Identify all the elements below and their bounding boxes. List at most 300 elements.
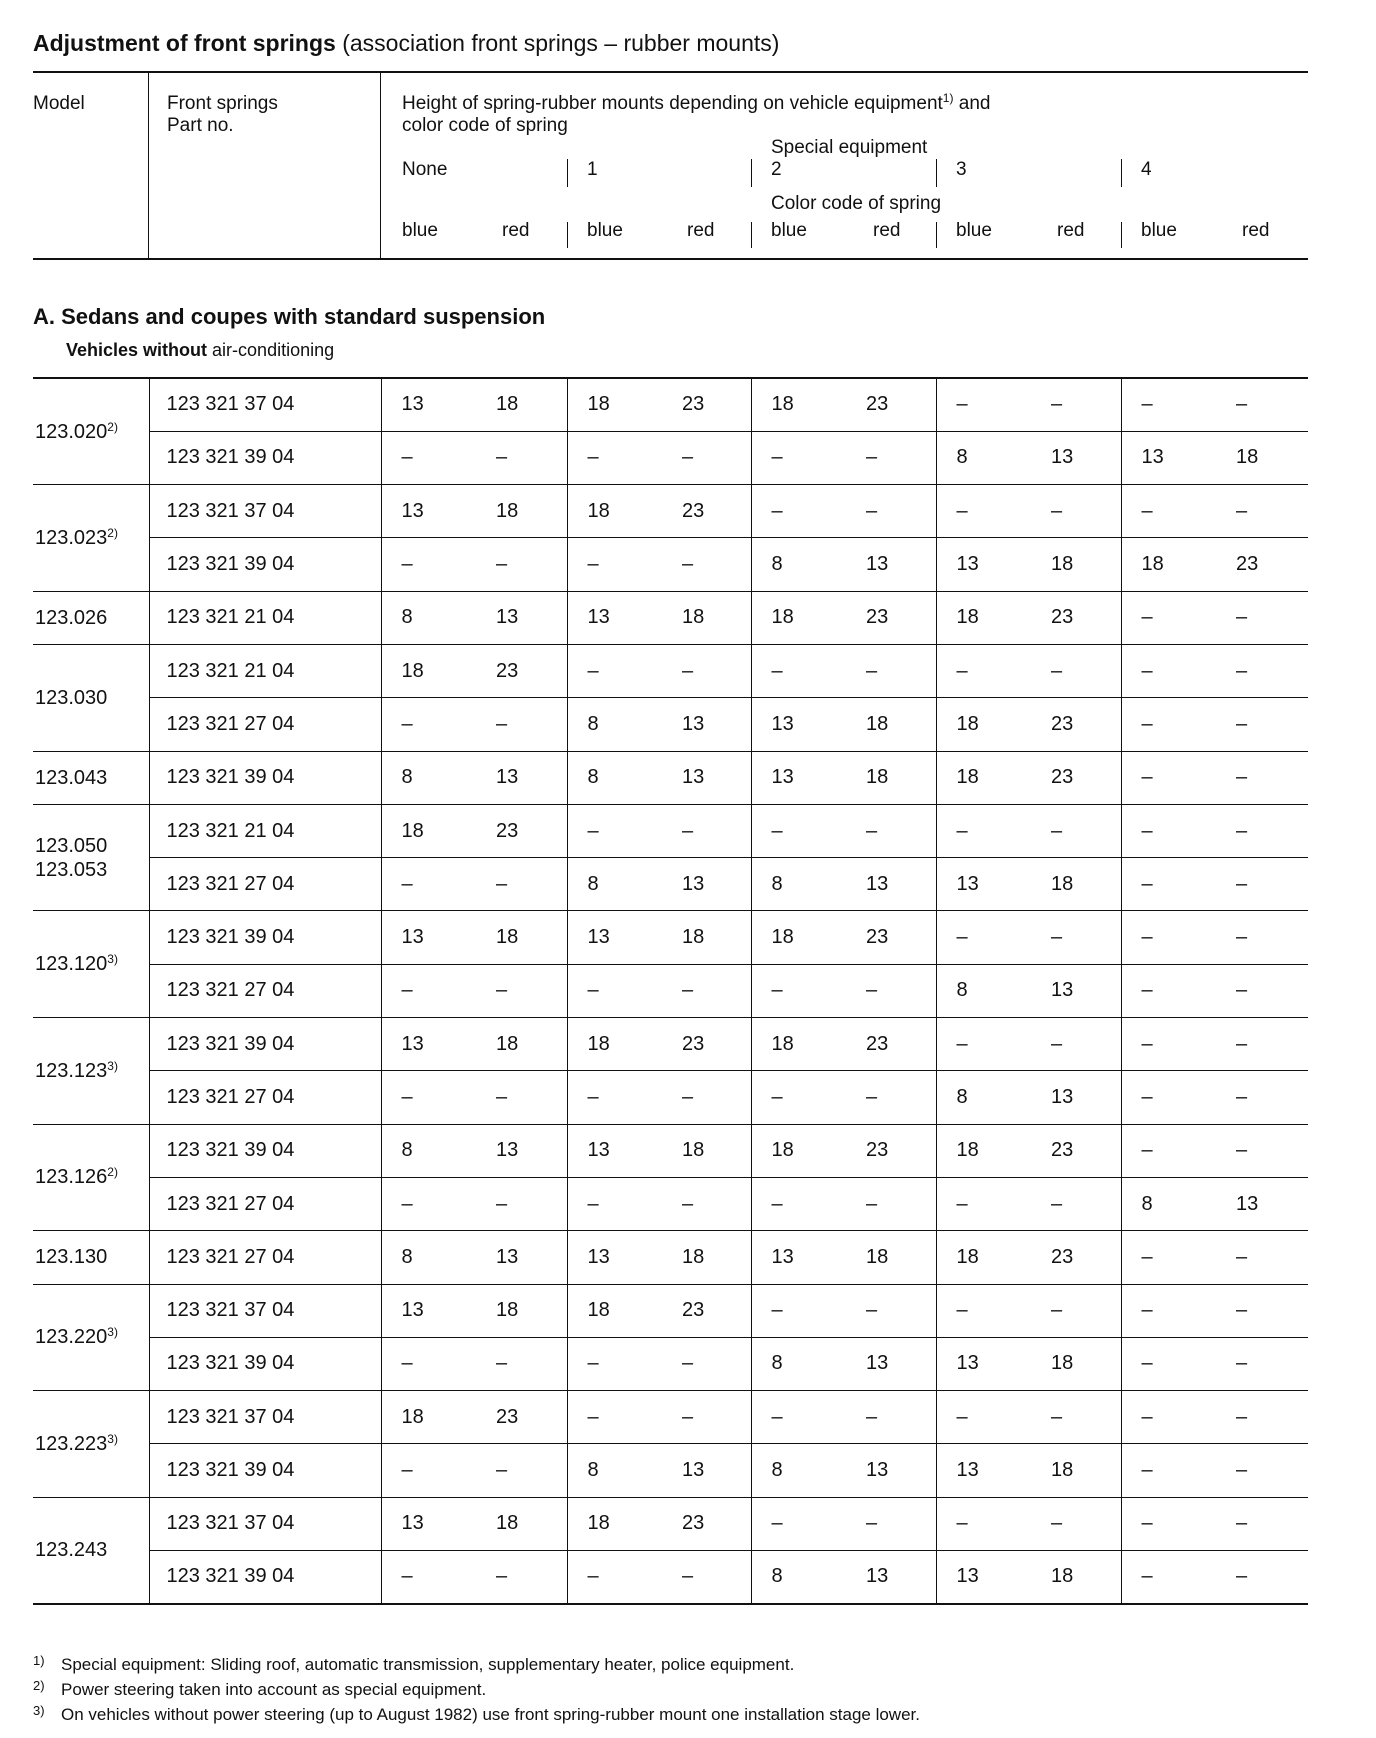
- red-value-cell: –: [1221, 1337, 1308, 1390]
- blue-value-cell: –: [1121, 1337, 1221, 1390]
- part-number: 123 321 39 04: [149, 1444, 381, 1497]
- red-value-cell: –: [851, 431, 936, 484]
- blue-value-cell: 8: [936, 1071, 1036, 1124]
- blue-value-cell: 8: [381, 1124, 481, 1177]
- blue-value-cell: –: [1121, 1071, 1221, 1124]
- red-value-cell: 18: [851, 698, 936, 751]
- blue-value-cell: 8: [567, 1444, 667, 1497]
- table-row: [33, 858, 1308, 911]
- blue-value-cell: 13: [936, 1551, 1036, 1604]
- part-number: 123 321 39 04: [149, 1124, 381, 1177]
- model-cell: [33, 378, 149, 485]
- model-name: 123.026: [35, 606, 108, 629]
- table-row: [33, 431, 1308, 484]
- red-value-cell: –: [481, 1551, 567, 1604]
- model-name: 123.023: [35, 526, 108, 549]
- blue-value-cell: 13: [567, 1124, 667, 1177]
- blue-value-cell: 8: [381, 1231, 481, 1284]
- blue-value-cell: –: [381, 1444, 481, 1497]
- table-row: [33, 964, 1308, 1017]
- part-number: 123 321 37 04: [149, 378, 381, 431]
- red-value-cell: –: [481, 1337, 567, 1390]
- table-row: [33, 378, 1308, 431]
- blue-value-cell: –: [567, 804, 667, 857]
- red-value-cell: –: [1221, 1018, 1308, 1071]
- blue-value-cell: –: [1121, 1124, 1221, 1177]
- header-red: red: [1057, 220, 1085, 241]
- page-title: [33, 30, 779, 57]
- blue-value-cell: –: [381, 858, 481, 911]
- red-value-cell: 13: [851, 538, 936, 591]
- red-value-cell: –: [1036, 378, 1121, 431]
- blue-value-cell: –: [751, 644, 851, 697]
- blue-value-cell: 18: [751, 911, 851, 964]
- blue-value-cell: 8: [936, 964, 1036, 1017]
- blue-value-cell: –: [936, 911, 1036, 964]
- header-bottom-rule: [33, 258, 1308, 260]
- red-value-cell: 23: [851, 591, 936, 644]
- blue-value-cell: 18: [751, 591, 851, 644]
- table-row: [33, 804, 1308, 857]
- model-footnote-ref: 2): [107, 419, 118, 434]
- blue-value-cell: –: [751, 1071, 851, 1124]
- table-row: [33, 1071, 1308, 1124]
- footnote-3: [33, 1700, 920, 1725]
- red-value-cell: 13: [1036, 1071, 1121, 1124]
- blue-value-cell: 13: [751, 751, 851, 804]
- model-footnote-ref: 3): [107, 952, 118, 967]
- blue-value-cell: –: [1121, 1391, 1221, 1444]
- red-value-cell: 23: [1221, 538, 1308, 591]
- blue-value-cell: 18: [936, 698, 1036, 751]
- blue-value-cell: 18: [936, 751, 1036, 804]
- model-name: 123.130: [35, 1246, 108, 1269]
- blue-value-cell: 13: [381, 485, 481, 538]
- red-value-cell: 13: [1036, 431, 1121, 484]
- red-value-cell: 13: [667, 698, 751, 751]
- red-value-cell: –: [1221, 858, 1308, 911]
- header-color-code: Color code of spring: [771, 193, 942, 214]
- model-footnote-ref: 2): [107, 1165, 118, 1180]
- header-blue: blue: [771, 220, 807, 241]
- blue-value-cell: –: [381, 538, 481, 591]
- blue-value-cell: 13: [567, 591, 667, 644]
- table-row: [33, 1551, 1308, 1604]
- red-value-cell: –: [851, 1284, 936, 1337]
- blue-value-cell: –: [936, 378, 1036, 431]
- blue-value-cell: 18: [567, 1018, 667, 1071]
- model-cell: [33, 1497, 149, 1604]
- red-value-cell: –: [667, 804, 751, 857]
- blue-value-cell: –: [1121, 591, 1221, 644]
- table-row: [33, 911, 1308, 964]
- red-value-cell: –: [1221, 1391, 1308, 1444]
- header-tick: [567, 159, 568, 187]
- red-value-cell: 18: [1036, 1444, 1121, 1497]
- blue-value-cell: –: [936, 1284, 1036, 1337]
- red-value-cell: 13: [851, 1551, 936, 1604]
- header-tick: [1121, 222, 1122, 248]
- part-number: 123 321 39 04: [149, 911, 381, 964]
- blue-value-cell: 13: [381, 378, 481, 431]
- part-number: 123 321 37 04: [149, 1497, 381, 1550]
- footnote-mark: 3): [33, 1703, 45, 1718]
- red-value-cell: 23: [1036, 698, 1121, 751]
- header-part-no: Part no.: [167, 115, 234, 136]
- header-height-line1: [402, 93, 990, 115]
- red-value-cell: –: [851, 804, 936, 857]
- red-value-cell: –: [481, 1177, 567, 1230]
- blue-value-cell: –: [381, 964, 481, 1017]
- section-subtitle: [66, 340, 334, 361]
- header-red: red: [687, 220, 715, 241]
- model-cell: [33, 911, 149, 1018]
- table-row: [33, 1337, 1308, 1390]
- blue-value-cell: –: [751, 1284, 851, 1337]
- red-value-cell: –: [1221, 1551, 1308, 1604]
- red-value-cell: 13: [851, 1337, 936, 1390]
- red-value-cell: –: [1221, 698, 1308, 751]
- red-value-cell: –: [1036, 644, 1121, 697]
- red-value-cell: –: [851, 1497, 936, 1550]
- red-value-cell: –: [1036, 485, 1121, 538]
- blue-value-cell: –: [1121, 1551, 1221, 1604]
- model-footnote-ref: 3): [107, 1325, 118, 1340]
- blue-value-cell: –: [936, 1177, 1036, 1230]
- header-front-springs: Front springs: [167, 93, 278, 114]
- red-value-cell: –: [667, 1071, 751, 1124]
- red-value-cell: 18: [481, 1497, 567, 1550]
- red-value-cell: 18: [851, 1231, 936, 1284]
- part-number: 123 321 39 04: [149, 431, 381, 484]
- model-name: 123.120: [35, 953, 108, 976]
- header-tick: [936, 159, 937, 187]
- model-name: 123.126: [35, 1166, 108, 1189]
- table-row: [33, 751, 1308, 804]
- blue-value-cell: 18: [751, 1124, 851, 1177]
- footnote-mark: 2): [33, 1678, 45, 1693]
- red-value-cell: 23: [851, 378, 936, 431]
- model-cell: [33, 751, 149, 804]
- table-row: [33, 1124, 1308, 1177]
- part-number: 123 321 37 04: [149, 1391, 381, 1444]
- red-value-cell: 13: [481, 591, 567, 644]
- red-value-cell: –: [667, 964, 751, 1017]
- page-title-bold: Adjustment of front springs: [33, 30, 336, 56]
- red-value-cell: 18: [1221, 431, 1308, 484]
- blue-value-cell: 13: [751, 1231, 851, 1284]
- red-value-cell: –: [851, 1071, 936, 1124]
- header-tick: [1121, 159, 1122, 187]
- blue-value-cell: 18: [381, 644, 481, 697]
- blue-value-cell: –: [381, 1551, 481, 1604]
- red-value-cell: –: [851, 1177, 936, 1230]
- red-value-cell: –: [667, 431, 751, 484]
- model-name: 123.043: [35, 766, 108, 789]
- blue-value-cell: 13: [751, 698, 851, 751]
- red-value-cell: 23: [667, 1497, 751, 1550]
- blue-value-cell: –: [567, 538, 667, 591]
- model-cell: [33, 485, 149, 592]
- footnote-1: [33, 1650, 920, 1675]
- table-row: [33, 485, 1308, 538]
- blue-value-cell: –: [1121, 1231, 1221, 1284]
- blue-value-cell: 13: [936, 858, 1036, 911]
- blue-value-cell: 18: [936, 591, 1036, 644]
- header-blue: blue: [1141, 220, 1177, 241]
- blue-value-cell: –: [936, 1018, 1036, 1071]
- header-group-none: None: [402, 159, 448, 180]
- red-value-cell: 13: [1036, 964, 1121, 1017]
- part-number: 123 321 27 04: [149, 1071, 381, 1124]
- blue-value-cell: –: [567, 431, 667, 484]
- model-footnote-ref: 3): [107, 1058, 118, 1073]
- part-number: 123 321 21 04: [149, 644, 381, 697]
- blue-value-cell: –: [567, 964, 667, 1017]
- blue-value-cell: 18: [381, 804, 481, 857]
- model-name: 123.223: [35, 1432, 108, 1455]
- blue-value-cell: –: [936, 1391, 1036, 1444]
- blue-value-cell: 13: [567, 1231, 667, 1284]
- header-group-2: 2: [771, 159, 782, 180]
- footnote-text: Special equipment: Sliding roof, automatic transmission, supplementary heater, police equipment.: [61, 1655, 795, 1674]
- red-value-cell: –: [1036, 911, 1121, 964]
- header-height-text: Height of spring-rubber mounts depending on vehicle equipment: [402, 93, 943, 114]
- blue-value-cell: 18: [567, 485, 667, 538]
- part-number: 123 321 39 04: [149, 751, 381, 804]
- blue-value-cell: 8: [751, 1551, 851, 1604]
- blue-value-cell: 8: [567, 858, 667, 911]
- red-value-cell: 23: [481, 804, 567, 857]
- blue-value-cell: 13: [381, 911, 481, 964]
- red-value-cell: 13: [1221, 1177, 1308, 1230]
- red-value-cell: –: [667, 1177, 751, 1230]
- red-value-cell: –: [1221, 804, 1308, 857]
- blue-value-cell: 18: [936, 1124, 1036, 1177]
- header-divider-part: [380, 72, 381, 258]
- blue-value-cell: –: [1121, 858, 1221, 911]
- red-value-cell: –: [851, 485, 936, 538]
- blue-value-cell: 18: [567, 1497, 667, 1550]
- header-red: red: [502, 220, 530, 241]
- red-value-cell: –: [1036, 1497, 1121, 1550]
- red-value-cell: 18: [1036, 1337, 1121, 1390]
- blue-value-cell: –: [567, 1337, 667, 1390]
- part-number: 123 321 21 04: [149, 591, 381, 644]
- table-row: [33, 538, 1308, 591]
- blue-value-cell: –: [381, 431, 481, 484]
- blue-value-cell: 8: [936, 431, 1036, 484]
- header-height-and: and: [958, 93, 991, 114]
- red-value-cell: 23: [1036, 751, 1121, 804]
- model-cell: [33, 1124, 149, 1231]
- red-value-cell: 13: [667, 751, 751, 804]
- red-value-cell: –: [1221, 1231, 1308, 1284]
- blue-value-cell: –: [1121, 964, 1221, 1017]
- blue-value-cell: 18: [1121, 538, 1221, 591]
- part-number: 123 321 27 04: [149, 698, 381, 751]
- blue-value-cell: 8: [381, 751, 481, 804]
- red-value-cell: –: [481, 698, 567, 751]
- blue-value-cell: –: [751, 1177, 851, 1230]
- model-name: 123.020: [35, 420, 108, 443]
- red-value-cell: 23: [667, 485, 751, 538]
- header-blue: blue: [587, 220, 623, 241]
- red-value-cell: 18: [667, 591, 751, 644]
- header-tick: [751, 159, 752, 187]
- red-value-cell: 18: [1036, 538, 1121, 591]
- header-height-sup: 1): [942, 91, 954, 105]
- red-value-cell: 23: [1036, 1231, 1121, 1284]
- model-cell: [33, 1391, 149, 1498]
- model-cell: [33, 804, 149, 911]
- red-value-cell: 18: [481, 911, 567, 964]
- footnotes: [33, 1650, 920, 1725]
- blue-value-cell: –: [1121, 1018, 1221, 1071]
- blue-value-cell: 13: [936, 1444, 1036, 1497]
- red-value-cell: 18: [667, 1231, 751, 1284]
- blue-value-cell: 13: [381, 1018, 481, 1071]
- red-value-cell: 13: [851, 858, 936, 911]
- red-value-cell: –: [481, 1444, 567, 1497]
- red-value-cell: –: [1036, 1177, 1121, 1230]
- blue-value-cell: 18: [567, 378, 667, 431]
- blue-value-cell: –: [567, 644, 667, 697]
- blue-value-cell: –: [936, 644, 1036, 697]
- model-footnote-ref: 2): [107, 525, 118, 540]
- header-tick: [936, 222, 937, 248]
- blue-value-cell: –: [936, 485, 1036, 538]
- red-value-cell: –: [1221, 1497, 1308, 1550]
- red-value-cell: –: [667, 538, 751, 591]
- blue-value-cell: –: [381, 698, 481, 751]
- blue-value-cell: –: [751, 804, 851, 857]
- model-name: 123.030: [35, 686, 108, 709]
- red-value-cell: –: [851, 1391, 936, 1444]
- red-value-cell: 23: [1036, 591, 1121, 644]
- model-name: 123.220: [35, 1326, 108, 1349]
- header-tick: [567, 222, 568, 248]
- header-blue: blue: [402, 220, 438, 241]
- blue-value-cell: –: [751, 964, 851, 1017]
- model-cell: [33, 644, 149, 751]
- red-value-cell: 13: [851, 1444, 936, 1497]
- part-number: 123 321 27 04: [149, 1231, 381, 1284]
- blue-value-cell: 8: [381, 591, 481, 644]
- blue-value-cell: –: [1121, 378, 1221, 431]
- red-value-cell: –: [851, 644, 936, 697]
- model-cell: [33, 1231, 149, 1284]
- header-special-equipment: Special equipment: [771, 137, 928, 158]
- blue-value-cell: 13: [936, 538, 1036, 591]
- table-row: [33, 1177, 1308, 1230]
- red-value-cell: –: [1221, 591, 1308, 644]
- part-number: 123 321 21 04: [149, 804, 381, 857]
- red-value-cell: 23: [667, 378, 751, 431]
- red-value-cell: 23: [851, 1018, 936, 1071]
- table-row: [33, 1231, 1308, 1284]
- header-group-4: 4: [1141, 159, 1152, 180]
- table-row: [33, 591, 1308, 644]
- red-value-cell: –: [1221, 964, 1308, 1017]
- footnote-text: On vehicles without power steering (up to August 1982) use front spring-rubber mount one installation stage lower.: [61, 1705, 920, 1724]
- part-number: 123 321 39 04: [149, 538, 381, 591]
- part-number: 123 321 27 04: [149, 858, 381, 911]
- red-value-cell: –: [481, 431, 567, 484]
- red-value-cell: –: [667, 644, 751, 697]
- header-top-rule: [33, 71, 1308, 73]
- red-value-cell: –: [481, 858, 567, 911]
- blue-value-cell: 18: [381, 1391, 481, 1444]
- blue-value-cell: 18: [936, 1231, 1036, 1284]
- table-row: [33, 1018, 1308, 1071]
- blue-value-cell: –: [1121, 485, 1221, 538]
- red-value-cell: 13: [481, 1124, 567, 1177]
- red-value-cell: 18: [481, 485, 567, 538]
- blue-value-cell: –: [567, 1177, 667, 1230]
- blue-value-cell: 8: [751, 538, 851, 591]
- header-tick: [751, 222, 752, 248]
- red-value-cell: –: [1036, 1018, 1121, 1071]
- blue-value-cell: –: [751, 431, 851, 484]
- spring-table: [33, 377, 1308, 1605]
- model-name: 123.243: [35, 1539, 108, 1562]
- model-cell: [33, 1284, 149, 1391]
- red-value-cell: –: [481, 538, 567, 591]
- red-value-cell: –: [667, 1391, 751, 1444]
- red-value-cell: 23: [667, 1018, 751, 1071]
- red-value-cell: 23: [667, 1284, 751, 1337]
- blue-value-cell: –: [1121, 911, 1221, 964]
- blue-value-cell: –: [1121, 1444, 1221, 1497]
- red-value-cell: –: [1221, 751, 1308, 804]
- blue-value-cell: –: [1121, 1284, 1221, 1337]
- header-red: red: [873, 220, 901, 241]
- blue-value-cell: –: [936, 804, 1036, 857]
- table-row: [33, 644, 1308, 697]
- blue-value-cell: 18: [751, 378, 851, 431]
- header-group-3: 3: [956, 159, 967, 180]
- part-number: 123 321 39 04: [149, 1337, 381, 1390]
- blue-value-cell: 8: [1121, 1177, 1221, 1230]
- red-value-cell: –: [1221, 1284, 1308, 1337]
- red-value-cell: –: [1036, 1391, 1121, 1444]
- model-name: 123.050 123.053: [35, 834, 108, 881]
- part-number: 123 321 27 04: [149, 964, 381, 1017]
- red-value-cell: 18: [851, 751, 936, 804]
- blue-value-cell: –: [381, 1177, 481, 1230]
- red-value-cell: –: [667, 1551, 751, 1604]
- blue-value-cell: 13: [381, 1284, 481, 1337]
- footnote-text: Power steering taken into account as special equipment.: [61, 1680, 487, 1699]
- part-number: 123 321 39 04: [149, 1018, 381, 1071]
- header-height-line2: color code of spring: [402, 115, 568, 136]
- red-value-cell: 18: [667, 1124, 751, 1177]
- red-value-cell: –: [1036, 1284, 1121, 1337]
- red-value-cell: 18: [481, 1284, 567, 1337]
- blue-value-cell: –: [567, 1551, 667, 1604]
- blue-value-cell: –: [751, 1391, 851, 1444]
- red-value-cell: 23: [851, 911, 936, 964]
- blue-value-cell: 13: [567, 911, 667, 964]
- blue-value-cell: 13: [381, 1497, 481, 1550]
- footnote-2: [33, 1675, 920, 1700]
- header-divider-model: [148, 72, 149, 258]
- header-blue: blue: [956, 220, 992, 241]
- red-value-cell: –: [481, 964, 567, 1017]
- red-value-cell: 13: [481, 751, 567, 804]
- table-row: [33, 1497, 1308, 1550]
